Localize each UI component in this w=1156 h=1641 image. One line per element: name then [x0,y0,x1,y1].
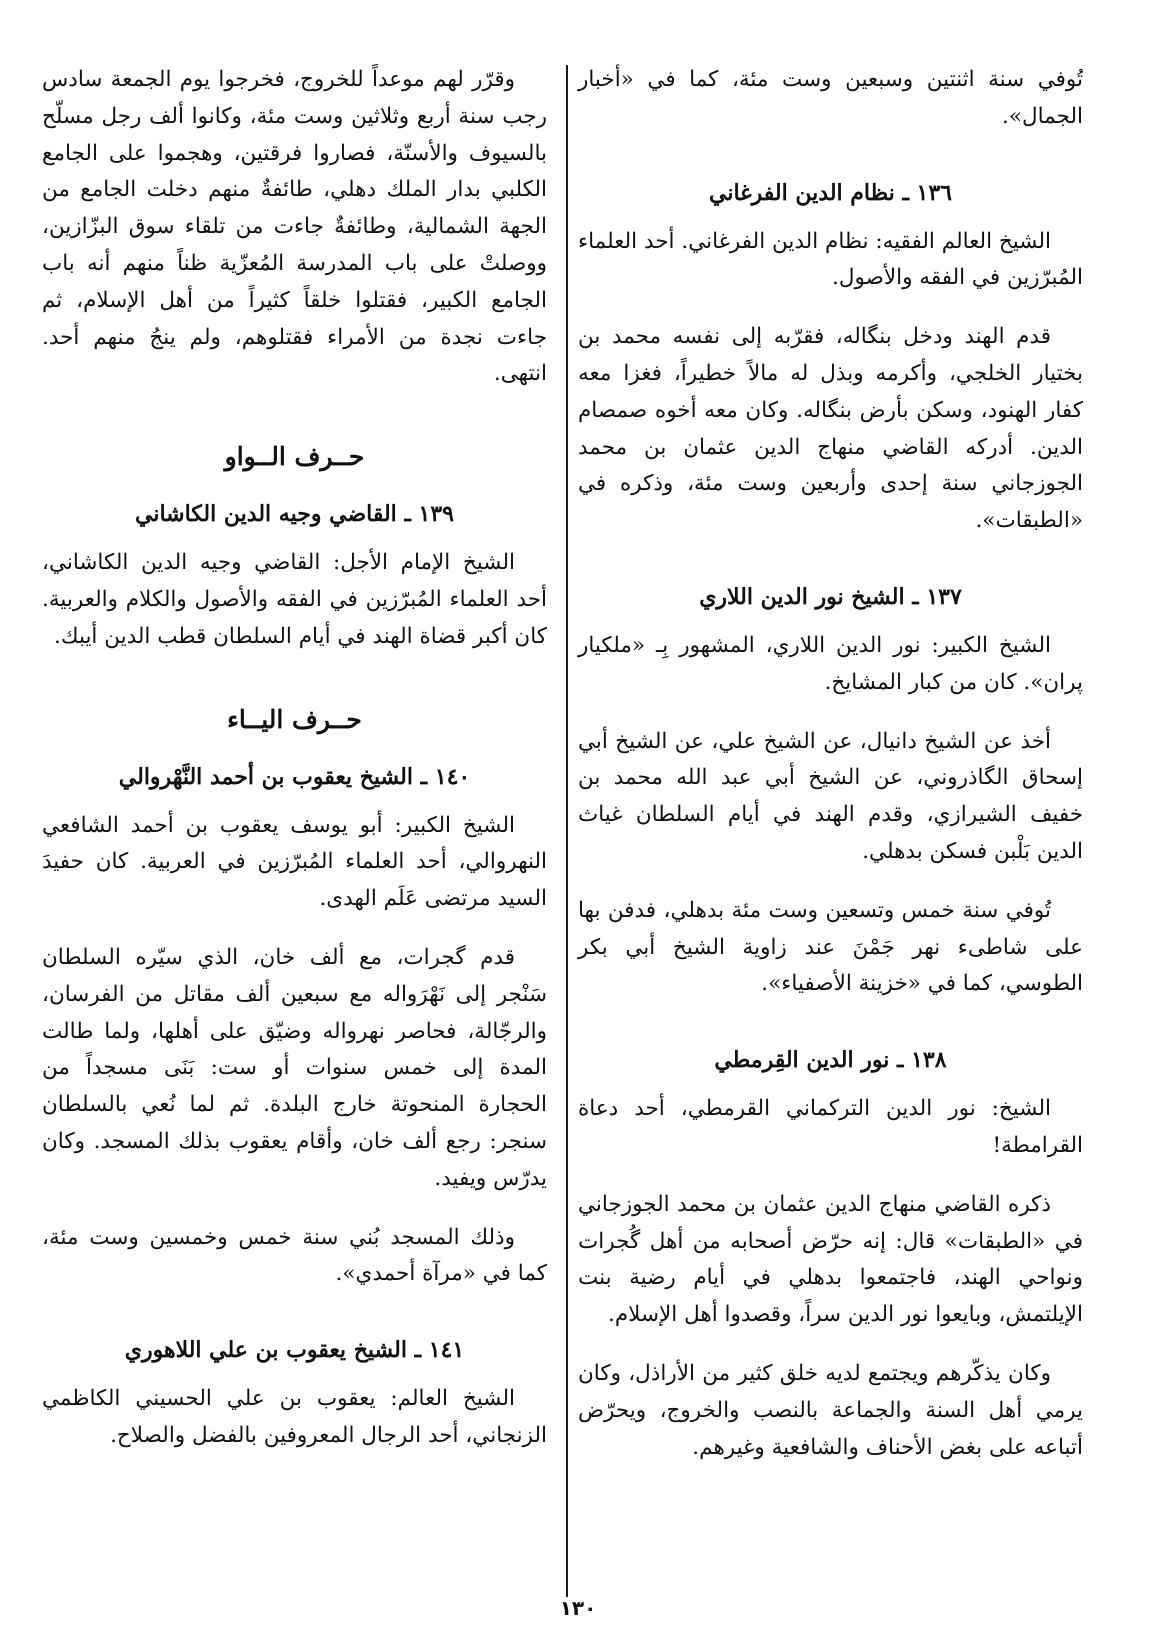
column-divider [566,65,568,1597]
entry-heading-141: ١٤١ ـ الشيخ يعقوب بن علي اللاهوري [124,1337,465,1364]
paragraph: الشيخ العالم: يعقوب بن علي الحسيني الكاظمي الزنجاني، أحد الرجال المعروفين بالفضل والصلاح. [42,1386,547,1448]
paragraph: تُوفي سنة اثنتين وسبعين وست مئة، كما في «أخبار الجمال». [578,67,1083,129]
paragraph: تُوفي سنة خمس وتسعين وست مئة بدهلي، فدفن بها على شاطىء نهر جَمْنَ عند زاوية الشيخ أبي بكر الطوسي، كما في «خزينة الأصفياء». [578,897,1083,997]
right-column [578,62,1083,1488]
paragraph: قدم الهند ودخل بنگاله، فقرّبه إلى نفسه محمد بن بختيار الخلجي، وأكرمه وبذل له مالاً خطيراً، فغزا معه كفار الهنود، وسكن بأرض بنگاله. وكان معه أخوه صمصام الدين. أدركه القاضي منهاج الدين عثمان بن محمد الجوزجاني سنة إحدى وأربعين وست مئة، وذكره في «الطبقات». [578,324,1084,534]
paragraph: أخذ عن الشيخ دانيال، عن الشيخ علي، عن الشيخ أبي إسحاق الگاذروني، عن الشيخ أبي عبد الله محمد بن خفيف الشيرازي، وقدم الهند في أيام السلطان غياث الدين بَلْبن فسكن بدهلي. [578,728,1083,864]
paragraph: الشيخ الكبير: أبو يوسف يعقوب بن أحمد الشافعي النهروالي، أحد العلماء المُبرّزين في العربية. كان حفيدَ السيد مرتضى عَلَم الهدى. [42,812,547,912]
paragraph: قدم گجرات، مع ألف خان، الذي سيّره السلطان سَنْجر إلى نَهْرَواله مع سبعين ألف مقاتل من الفرسان، والرجّالة، فحاصر نهرواله وضيّق على أهلها، ولما طالت المدة إلى خمس سنوات أو ست: بَنَى مسجداً من الحجارة المنحوتة خارج البلدة. ثم لما نُعي بالسلطان سنجر: رجع ألف خان، وأقام يعقوب بذلك المسجد. وكان يدرّس ويفيد. [42,944,547,1191]
left-column [42,62,547,1477]
paragraph: وذلك المسجد بُني سنة خمس وخمسين وست مئة، كما في «مرآة أحمدي». [42,1224,547,1287]
entry-heading-137: ١٣٧ ـ الشيخ نور الدين اللاري [699,583,962,610]
paragraph: وقرّر لهم موعداً للخروج، فخرجوا يوم الجمعة سادس رجب سنة أربع وثلاثين وست مئة، وكانوا ألف رجل مسلّح بالسيوف والأسنّة، فصاروا فرقتين، وهجموا على الجامع الكلبي بدار الملك دهلي، طائفةٌ منهم دخلت الجامع من الجهة الشمالية، وطائفةٌ جاءت من تلقاء سوق البزّازين، ووصلتْ على باب المدرسة المُعزّية ظناً منهم أنه باب الجامع الكبير، فقتلوا خلقاً كثيراً من أهل الإسلام، ثم جاءت نجدة من الأمراء فقتلوهم، ولم ينجُ منهم أحد. انتهى. [42,67,547,387]
paragraph: الشيخ العالم الفقيه: نظام الدين الفرغاني. أحد العلماء المُبرّزين في الفقه والأصول. [578,228,1083,291]
paragraph: وكان يذكّرهم ويجتمع لديه خلق كثير من الأراذل، وكان يرمي أهل السنة والجماعة بالنصب والخروج، ويحرّض أتباعه على بغض الأحناف والشافعية وغيرهم. [578,1360,1083,1460]
letter-heading-waw: حــرف الــواو [224,442,365,472]
paragraph: الشيخ الإمام الأجل: القاضي وجيه الدين الكاشاني، أحد العلماء المُبرّزين في الفقه والأصول والكلام والعربية. كان أكبر قضاة الهند في أيام السلطان قطب الدين أيبك. [42,550,547,649]
paragraph: الشيخ الكبير: نور الدين اللاري، المشهور بِـ «ملكيار پران». كان من كبار المشايخ. [578,632,1083,695]
entry-heading-140: ١٤٠ ـ الشيخ يعقوب بن أحمد النَّهْروالي [118,763,471,790]
paragraph: ذكره القاضي منهاج الدين عثمان بن محمد الجوزجاني في «الطبقات» قال: إنه حرّض أصحابه من أهل گُجرات ونواحي الهند، فاجتمعوا بدهلي في أيام رضية بنت الإيلتمش، وبايعوا نور الدين سراً، وقصدوا أهل الإسلام. [578,1191,1083,1328]
entry-heading-136: ١٣٦ ـ نظام الدين الفرغاني [708,179,952,206]
letter-heading-ya: حــرف اليــاء [227,704,362,734]
entry-heading-139: ١٣٩ ـ القاضي وجيه الدين الكاشاني [134,501,454,528]
page-number: ١٣٠ [559,1596,597,1620]
paragraph: الشيخ: نور الدين التركماني القرمطي، أحد دعاة القرامطة! [578,1096,1083,1158]
entry-heading-138: ١٣٨ ـ نور الدين القِرمطي [714,1047,947,1074]
